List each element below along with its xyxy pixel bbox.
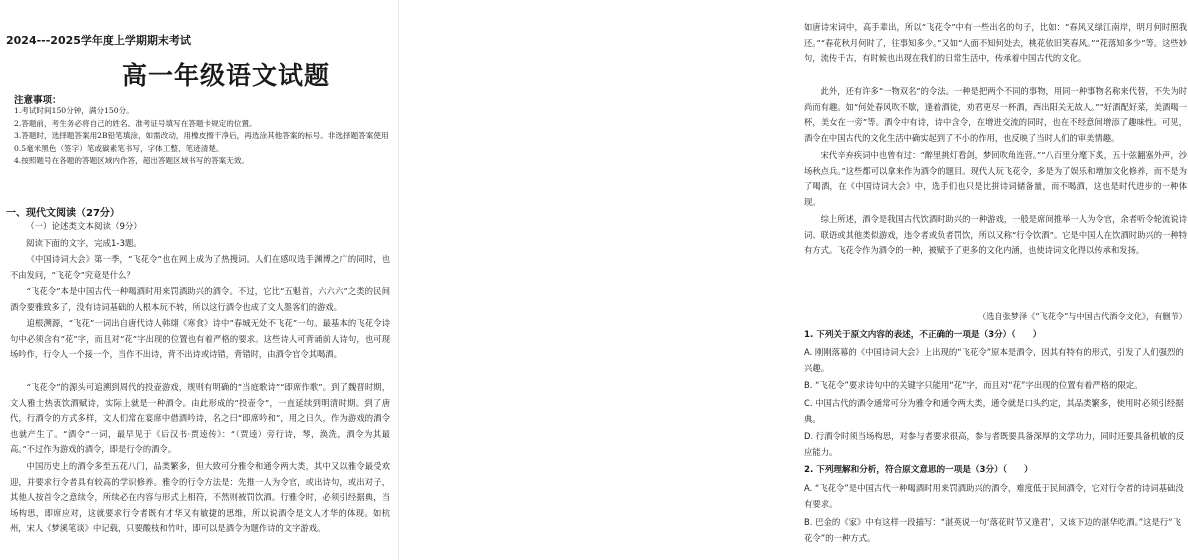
column-divider (398, 0, 399, 560)
question-1-heading: 1. 下列关于原文内容的表述，不正确的一项是（3分）（ ） (804, 330, 1042, 340)
passage-paragraph: 宋代辛弃疾词中也曾有过：“醉里挑灯看剑，梦回吹角连营。”“八百里分麾下炙，五十弦翻塞外声，沙场秋点兵。”这些都可以拿来作为酒令的题目。现代人玩飞花令，多是为了娱乐和增加文化修养，而不是为了喝酒，在《中国诗词大会》中，选手们也只是比拼诗词储备量，而不喝酒，这也是时代进步的一种体现。 (804, 150, 1187, 207)
notice-heading: 注意事项： (14, 95, 62, 106)
passage-paragraph: 综上所述，酒令是我国古代饮酒时助兴的一种游戏，一般是席间推举一人为令官，余者听令轮流说诗词、联语或其他类似游戏，违令者或负者罚饮，所以又称“行令饮酒”。它是中国人在饮酒时助兴的一种特有方式。飞花令作为酒令的一种，被赋予了更多的文化内涵，也使诗词文化得以传承和发扬。 (804, 214, 1187, 256)
question-2-option-a: A. “飞花令”是中国古代一种喝酒时用来罚酒助兴的酒令，难度低于民间酒令，它对行令者的诗词基础没有要求。 (804, 483, 1184, 509)
subsection-heading: （一）论述类文本阅读（9分） (26, 222, 142, 232)
notice-item: 1.考试时间150分钟，满分150分。 (14, 106, 134, 115)
exam-term-line: 2024---2025学年度上学期期末考试 (6, 34, 191, 47)
passage-paragraph: “飞花令”本是中国古代一种喝酒时用来罚酒助兴的酒令。不过，它比“五魁首，六六六”之类的民间酒令要雅致多了，没有诗词基础的人根本玩不转，所以这行酒令也成了文人墨客们的游戏。 (10, 286, 390, 312)
question-1-option-c: C. 中国古代的酒令通常可分为雅令和通令两大类，通令就是口头约定，其品类繁多，使用时必须引经据典。 (804, 398, 1184, 424)
passage-paragraph: 追根溯源，“飞花”一词出自唐代诗人韩翃《寒食》诗中“春城无处不飞花”一句。最基本的飞花令诗句中必须含有“花”字，而且对“花”字出现的位置也有着严格的要求。这些诗人可背诵前人诗句，也可现场吟作，行令人一个接一个，当作不出诗，背不出诗或诗错，背错时，由酒令官令其喝酒。 (10, 318, 390, 360)
passage-paragraph: 此外，还有许多“一物双名”的令法。一种是把两个不同的事物，用同一种事物名称来代替，不失为时尚而有趣。如“何处春风吹不歇，逢着酒徒，劝君更尽一杯酒，西出阳关无故人。”“好酒配好菜，美酒喝一杯，美女在一旁”等。酒令中有诗，诗中含令，在增进交流的同时，也在不经意间增添了趣味性。可见，酒令在中国古代的文化生活中确实起到了不小的作用，也反映了当时人们的审美情趣。 (804, 86, 1187, 143)
question-1-option-d: D. 行酒令时须当场构思，对参与者要求很高，参与者既要具备深厚的文学功力，同时还要具备机敏的反应能力。 (804, 431, 1185, 457)
section-heading: 一、现代文阅读（27分） (6, 208, 120, 219)
exam-title: 高一年级语文试题 (122, 61, 331, 90)
notice-list (14, 105, 390, 168)
passage-source: （选自张梦泽《“飞花令”与中国古代酒令文化》，有删节） (978, 311, 1187, 321)
question-1-option-a: A. 刚刚落幕的《中国诗词大会》上出现的“飞花令”原本是酒令，因其有特有的形式，引发了人们强烈的兴趣。 (804, 347, 1184, 373)
question-2-option-b: B. 巴金的《家》中有这样一段描写：“湛英说一句‘落花时节又逢君’，又该下边的湛华吃酒。”这是行“飞花令”的一种方式。 (804, 517, 1181, 543)
passage-paragraph: “飞花令”的源头可追溯到周代的投壶游戏，规则有明确的“当庭歌诗”“即席作歌”。到了魏晋时期，文人雅士热衷饮酒赋诗，实际上就是一种酒令。由此形成的“投壶令”，一直延续到明清时期。到了唐代，行酒令的方式多样，文人们常在宴席中借酒吟诗，名之曰“即席吟和”，用之日久，作为游戏的酒令也就产生了。“酒令”一词，最早见于《后汉书·贾逵传》：“（贾逵）旁行诗，琴，涣洗，酒令为其最高。”不过作为游戏的酒令，即是行令的酒令。 (10, 382, 390, 455)
passage-paragraph: 中国历史上的酒令多至五花八门，品类繁多，但大致可分雅令和通令两大类，其中又以雅令最受欢迎，并要求行令者具有较高的学识修养。雅令的行令方法是：先推一人为令官，或出诗句，或出对子，其他人按首令之意续令，所续必在内容与形式上相符，不然则被罚饮酒。行雅令时，必须引经据典，当场构思，即席应对，这就要求行令者既有才华又有敏捷的思维，所以说酒令是文人才华的体现。如杭州，宋人《梦溪笔谈》中记载，只要酸枝和竹叶，即可以是酒令为题作诗的文字游戏。 (10, 461, 390, 534)
notice-item: 3.答题时，选择题答案用2B铅笔填涂，如需改动，用橡皮擦干净后，再选涂其他答案的标号。非选择题答案使用0.5毫米黑色（签字）笔或碳素笔书写，字体工整、笔迹清楚。 (14, 131, 389, 153)
notice-item: 2.答题前，考生务必将自己的姓名、准考证号填写在答题卡规定的位置。 (14, 118, 257, 128)
question-2-heading: 2. 下列理解和分析，符合原文意思的一项是（3分）（ ） (804, 465, 1033, 475)
passage-paragraph: 《中国诗词大会》第一季，“飞花令”也在网上成为了热搜词。人们在感叹选手渊博之广的同时，也不由发问，“飞花令”究竟是什么？ (10, 254, 390, 280)
notice-item: 4.按照题号在各题的答题区域内作答，超出答题区域书写的答案无效。 (14, 156, 250, 166)
question-1-option-b: B. “飞花令”要求诗句中的关键字只能用“花”字，而且对“花”字出现的位置有着严格的限定。 (804, 380, 1143, 390)
reading-instruction: 阅读下面的文字，完成1-3题。 (26, 239, 142, 249)
passage-paragraph: 如唐诗宋词中，高手辈出，所以“飞花令”中有一些出名的句子，比如：“春风又绿江南岸，明月何时照我还。”“春花秋月何时了，往事知多少。”又如“人面不知何处去，桃花依旧笑春风。”“花落知多少”等。这些妙句，流传千古，有时候也出现在我们的日常生活中，传承着中国古代的文化。 (804, 22, 1187, 64)
